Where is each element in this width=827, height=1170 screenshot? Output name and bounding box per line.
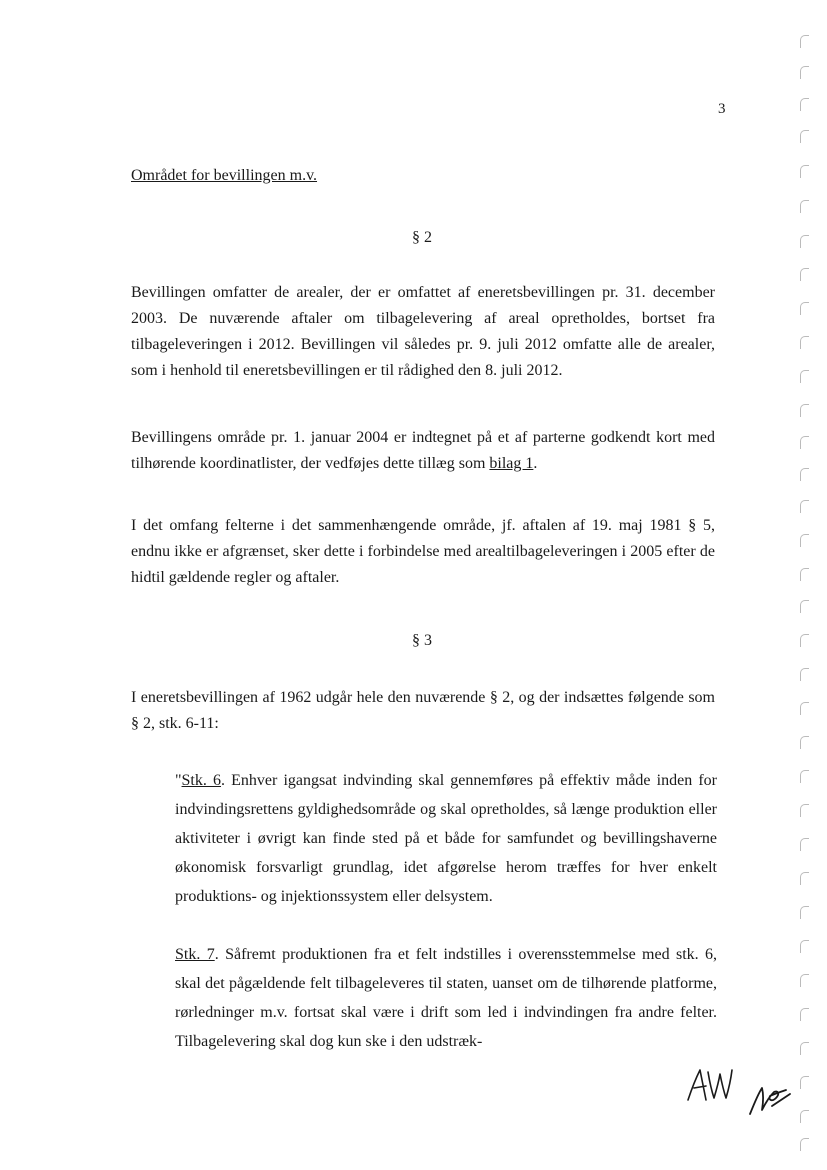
- page-number: 3: [718, 101, 726, 117]
- binding-mark: [800, 634, 809, 647]
- stk-7-paragraph: [175, 940, 717, 1056]
- section-2-title: § 2: [412, 229, 432, 246]
- binding-mark: [800, 302, 809, 315]
- binding-mark: [800, 940, 809, 953]
- binding-mark: [800, 838, 809, 851]
- binding-mark: [800, 468, 809, 481]
- binding-mark: [800, 668, 809, 681]
- binding-mark: [800, 66, 809, 79]
- binding-mark: [800, 268, 809, 281]
- binding-mark: [800, 235, 809, 248]
- paragraph-end: .: [533, 455, 538, 472]
- binding-mark: [800, 1008, 809, 1021]
- binding-mark: [800, 370, 809, 383]
- binding-mark: [800, 436, 809, 449]
- stk-6-paragraph: [175, 766, 717, 911]
- second-initials-stroke: [750, 1088, 790, 1114]
- stk-7-label: Stk. 7: [175, 946, 215, 963]
- handwritten-initials-signature: [684, 1060, 804, 1120]
- binding-mark: [800, 702, 809, 715]
- binding-mark: [800, 336, 809, 349]
- binding-mark: [800, 736, 809, 749]
- binding-mark: [800, 35, 809, 48]
- paragraph-text: Bevillingens område pr. 1. januar 2004 er indtegnet på et af parterne godkendt kort med tilhørende koordinatlister, der vedføjes dette tillæg som: [131, 429, 715, 472]
- stk-6-text: . Enhver igangsat indvinding skal gennemføres på effektiv måde inden for indvindingsrettens gyldighedsområde og skal opretholdes, så længe produktion eller aktiviteter i øvrigt kan finde sted på et både for samfundet og bevillingshaverne økonomisk forsvarligt grundlag, idet afgørelse herom træffes for hver enkelt produktions- og injektionssystem eller delsystem.: [175, 772, 718, 905]
- binding-mark: [800, 804, 809, 817]
- section-heading: Området for bevillingen m.v.: [131, 167, 318, 184]
- binding-mark: [800, 404, 809, 417]
- section-2-paragraph-2: [131, 425, 715, 477]
- section-3-title: § 3: [412, 632, 432, 649]
- binding-mark: [800, 600, 809, 613]
- section-3-paragraph-1: I eneretsbevillingen af 1962 udgår hele den nuværende § 2, og der indsættes følgende som § 2, stk. 6-11:: [131, 689, 715, 732]
- binding-mark: [800, 165, 809, 178]
- stk-7-text: . Såfremt produktionen fra et felt indstilles i overensstemmelse med stk. 6, skal det pågældende felt tilbageleveres til staten, uanset om de tilhørende platforme, rørledninger m.v. fortsat skal være i drift som led i indvindingen fra andre felter. Tilbagelevering skal dog kun ske i den udstræk-: [175, 946, 717, 1050]
- binding-mark: [800, 770, 809, 783]
- binding-mark: [800, 130, 809, 143]
- binding-mark: [800, 500, 809, 513]
- binding-mark: [800, 872, 809, 885]
- binding-mark: [800, 534, 809, 547]
- binding-mark: [800, 200, 809, 213]
- stk-6-label: Stk. 6: [181, 772, 222, 789]
- binding-mark: [800, 974, 809, 987]
- binding-mark: [800, 1138, 809, 1151]
- binding-mark: [800, 98, 809, 111]
- section-2-paragraph-3: I det omfang felterne i det sammenhængende område, jf. aftalen af 19. maj 1981 § 5, endnu ikke er afgrænset, sker dette i forbindelse med arealtilbageleveringen i 2005 efter de hidtil gældende regler og aftaler.: [131, 517, 715, 586]
- binding-mark: [800, 906, 809, 919]
- quote-mark: ": [175, 772, 182, 789]
- binding-mark: [800, 568, 809, 581]
- initials-stroke: [688, 1070, 732, 1100]
- bilag-1-link: bilag 1: [489, 455, 534, 472]
- section-2-paragraph-1: Bevillingen omfatter de arealer, der er omfattet af eneretsbevillingen pr. 31. december 2003. De nuværende aftaler om tilbagelevering af areal opretholdes, bortset fra tilbageleveringen i 2012. Bevillingen vil således pr. 9. juli 2012 omfatte alle de arealer, som i henhold til eneretsbevillingen er til rådighed den 8. juli 2012.: [131, 284, 715, 379]
- binding-mark: [800, 1042, 809, 1055]
